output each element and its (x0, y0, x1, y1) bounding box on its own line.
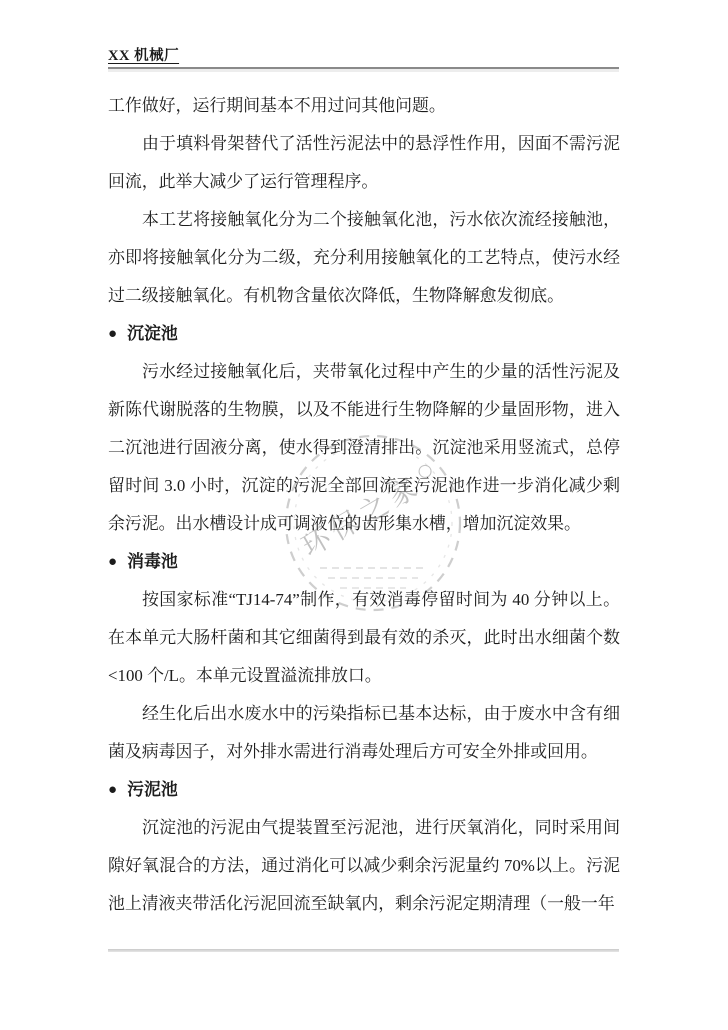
section-heading-label: 污泥池 (127, 780, 178, 799)
section-heading-label: 消毒池 (127, 552, 178, 571)
footer-divider (108, 949, 619, 952)
text-line: 经生化后出水废水中的污染指标已基本达标，由于废水中含有细 (142, 704, 620, 723)
section-heading (108, 543, 620, 581)
text-line: 余污泥。出水槽设计成可调液位的齿形集水槽，增加沉淀效果。 (108, 514, 581, 533)
text-line: 二沉池进行固液分离，使水得到澄清排出。沉淀池采用竖流式，总停 (108, 438, 620, 457)
text-line: 菌及病毒因子，对外排水需进行消毒处理后方可安全外排或回用。 (108, 742, 598, 761)
text-line: 隙好氧混合的方法，通过消化可以减少剩余污泥量约 70%以上。污泥 (108, 856, 620, 875)
section-heading (108, 771, 620, 809)
text-line: 污水经过接触氧化后，夹带氧化过程中产生的少量的活性污泥及 (142, 362, 620, 381)
text-line: 过二级接触氧化。有机物含量依次降低，生物降解愈发彻底。 (108, 286, 565, 305)
text-line: 池上清液夹带活化污泥回流至缺氧内，剩余污泥定期清理（一般一年 (108, 894, 615, 913)
text-line: 由于填料骨架替代了活性污泥法中的悬浮性作用，因面不需污泥 (142, 134, 620, 153)
watermark-label: 环保之家 (297, 470, 427, 564)
document-body (108, 87, 620, 923)
bullet-icon: ● (108, 326, 118, 342)
bullet-icon: ● (108, 554, 118, 570)
text-line: <100 个/L。本单元设置溢流排放口。 (108, 666, 382, 685)
bullet-icon: ● (108, 782, 118, 798)
text-line: 亦即将接触氧化分为二级，充分利用接触氧化的工艺特点，使污水经 (108, 248, 620, 267)
text-line: 本工艺将接触氧化分为二个接触氧化池，污水依次流经接触池， (142, 210, 620, 229)
text-line: 在本单元大肠杆菌和其它细菌得到最有效的杀灭，此时出水细菌个数 (108, 628, 620, 647)
text-line: 按国家标准“TJ14-74”制作，有效消毒停留时间为 40 分钟以上。 (142, 590, 620, 609)
header-title: XX 机械厂 (108, 48, 180, 64)
section-heading (108, 315, 620, 353)
text-line: 回流，此举大减少了运行管理程序。 (108, 172, 379, 191)
page-header (108, 46, 619, 69)
text-line: 留时间 3.0 小时，沉淀的污泥全部回流至污泥池作进一步消化减少剩 (108, 476, 620, 495)
text-line: 沉淀池的污泥由气提装置至污泥池，进行厌氧消化，同时采用间 (142, 818, 620, 837)
text-line: 工作做好，运行期间基本不用过问其他问题。 (108, 96, 446, 115)
section-heading-label: 沉淀池 (127, 324, 178, 343)
text-line: 新陈代谢脱落的生物膜，以及不能进行生物降解的少量固形物，进入 (108, 400, 620, 419)
